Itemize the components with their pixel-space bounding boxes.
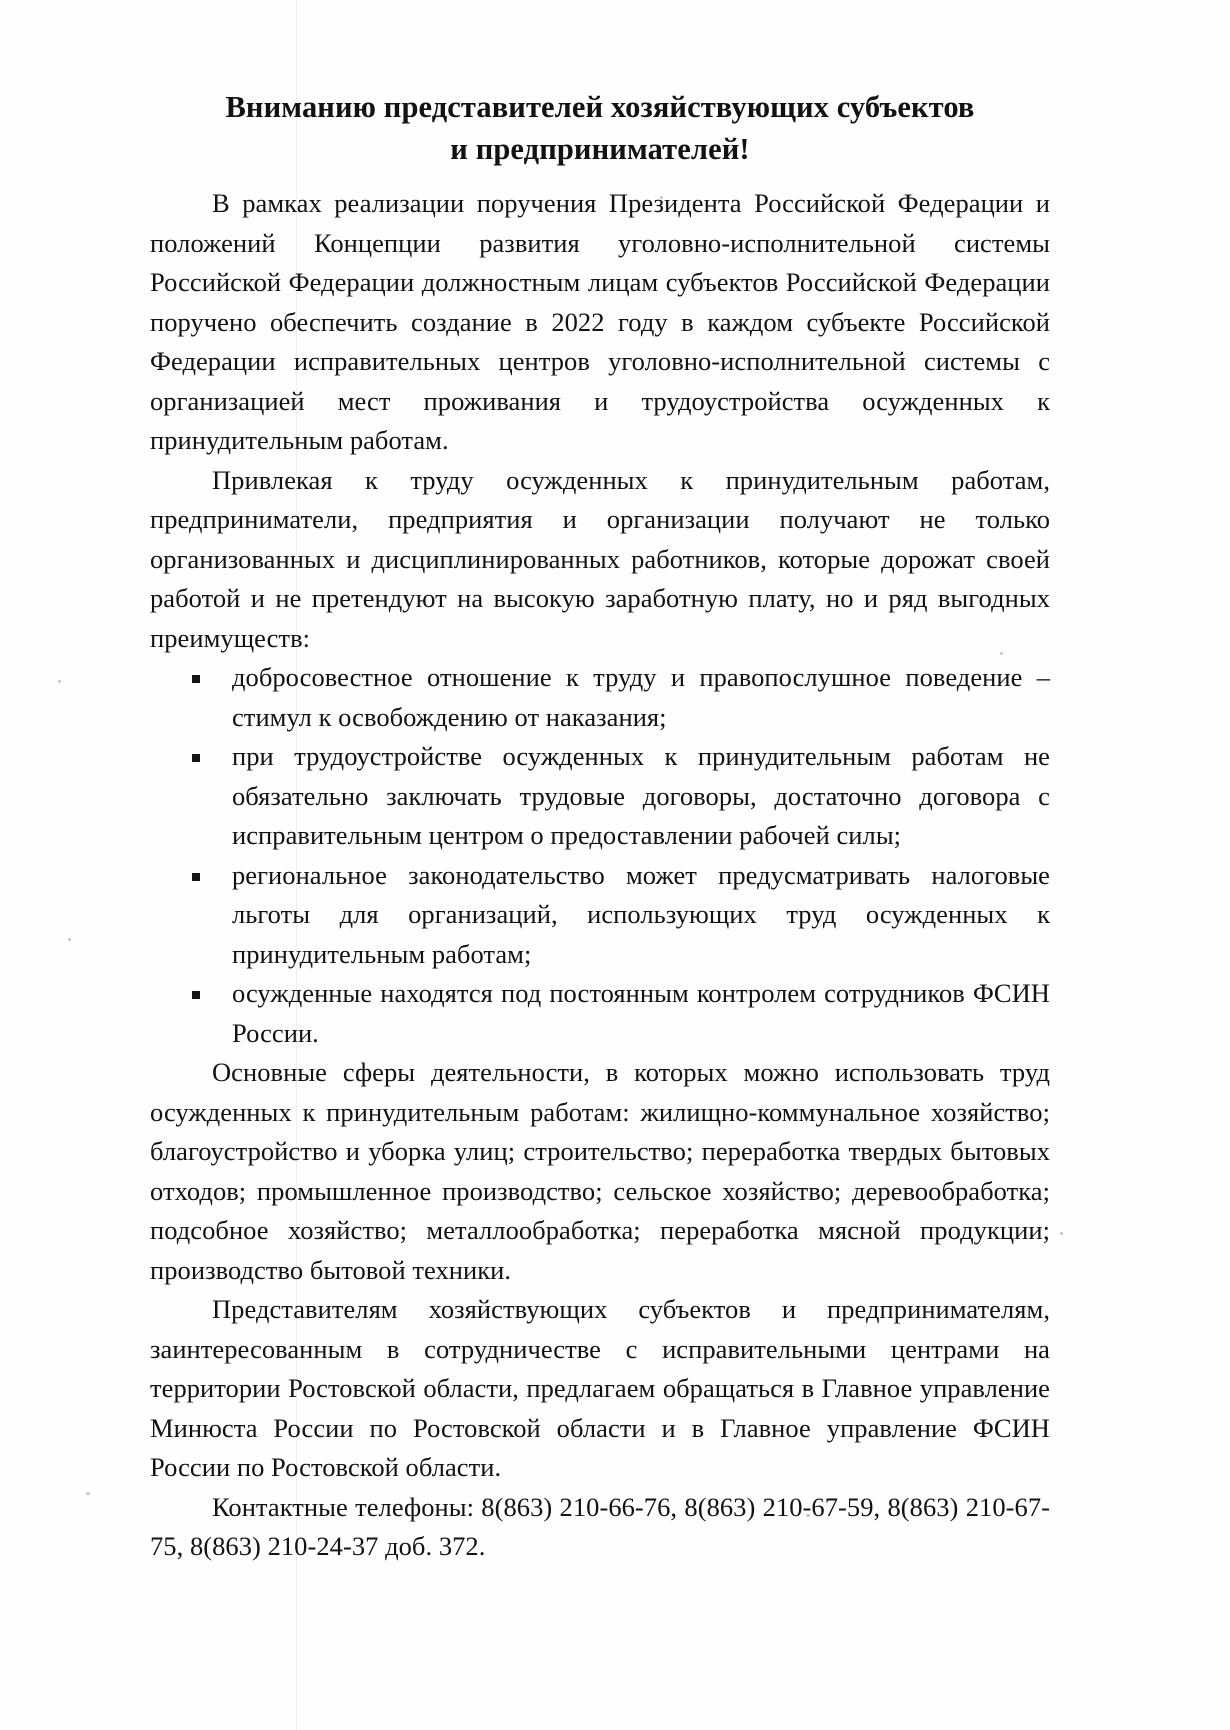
paragraph-benefits-lead: Привлекая к труду осужденных к принудительным работам, предприниматели, предприятия и организации получают не только организованных и дисциплинированных работников, которые дорожат своей работой и не претендуют на высокую заработную плату, но и ряд выгодных преимуществ: [150, 464, 1050, 653]
square-bullet-icon [192, 754, 200, 762]
paragraph-intro: В рамках реализации поручения Президента Российской Федерации и положений Концепции развития уголовно-исполнительной системы Российской Федерации должностным лицам субъектов Российской Федерации поручено обеспечить создание в 2022 году в каждом субъекте Российской Федерации исправительных центров уголовно-исполнительной системы с организацией мест проживания и трудоустройства осужденных к принудительным работам. [150, 188, 1050, 455]
page-title-line-1: Вниманию представителей хозяйствующих субъектов [225, 90, 975, 124]
page-title [150, 86, 1050, 170]
square-bullet-icon [192, 675, 200, 683]
scan-speck [58, 680, 61, 683]
list-item [150, 658, 1050, 737]
paragraph-activity-spheres: Основные сферы деятельности, в которых можно использовать труд осужденных к принудительным работам: жилищно-коммунальное хозяйство; благоустройство и уборка улиц; строительство; переработка твердых бытовых отходов; промышленное производство; сельское хозяйство; деревообработка; подсобное хозяйство; металлообработка; переработка мясной продукции; производство бытовой техники. [150, 1057, 1050, 1285]
paragraph-contact-invite: Представителям хозяйствующих субъектов и предпринимателям, заинтересованным в сотрудничестве с исправительными центрами на территории Ростовской области, предлагаем обращаться в Главное управление Минюста России по Ростовской области и в Главное управление ФСИН России по Ростовской области. [150, 1294, 1050, 1482]
scan-speck [1060, 1232, 1063, 1235]
list-item [150, 856, 1050, 975]
list-item-text: добросовестное отношение к труду и правопослушное поведение – стимул к освобождению от наказания; [232, 662, 1050, 732]
benefits-list [150, 658, 1050, 1053]
list-item-text: региональное законодательство может предусматривать налоговые льготы для организаций, использующих труд осужденных к принудительным работам; [232, 859, 1050, 969]
paragraph-phones: Контактные телефоны: 8(863) 210-66-76, 8(863) 210-67-59, 8(863) 210-67-75, 8(863) 210-24-37 доб. 372. [150, 1491, 1050, 1561]
list-item-text: при трудоустройстве осужденных к принудительным работам не обязательно заключать трудовые договоры, достаточно договора с исправительным центром о предоставлении рабочей силы; [232, 741, 1050, 850]
list-item [150, 974, 1050, 1053]
scan-speck [86, 1492, 90, 1495]
square-bullet-icon [192, 991, 200, 999]
scan-speck [68, 938, 71, 941]
document-body [150, 86, 1050, 1567]
list-item [150, 737, 1050, 856]
list-item-text: осужденные находятся под постоянным контролем сотрудников ФСИН России. [232, 978, 1050, 1048]
page-title-line-2: и предпринимателей! [450, 132, 750, 166]
square-bullet-icon [192, 873, 200, 881]
